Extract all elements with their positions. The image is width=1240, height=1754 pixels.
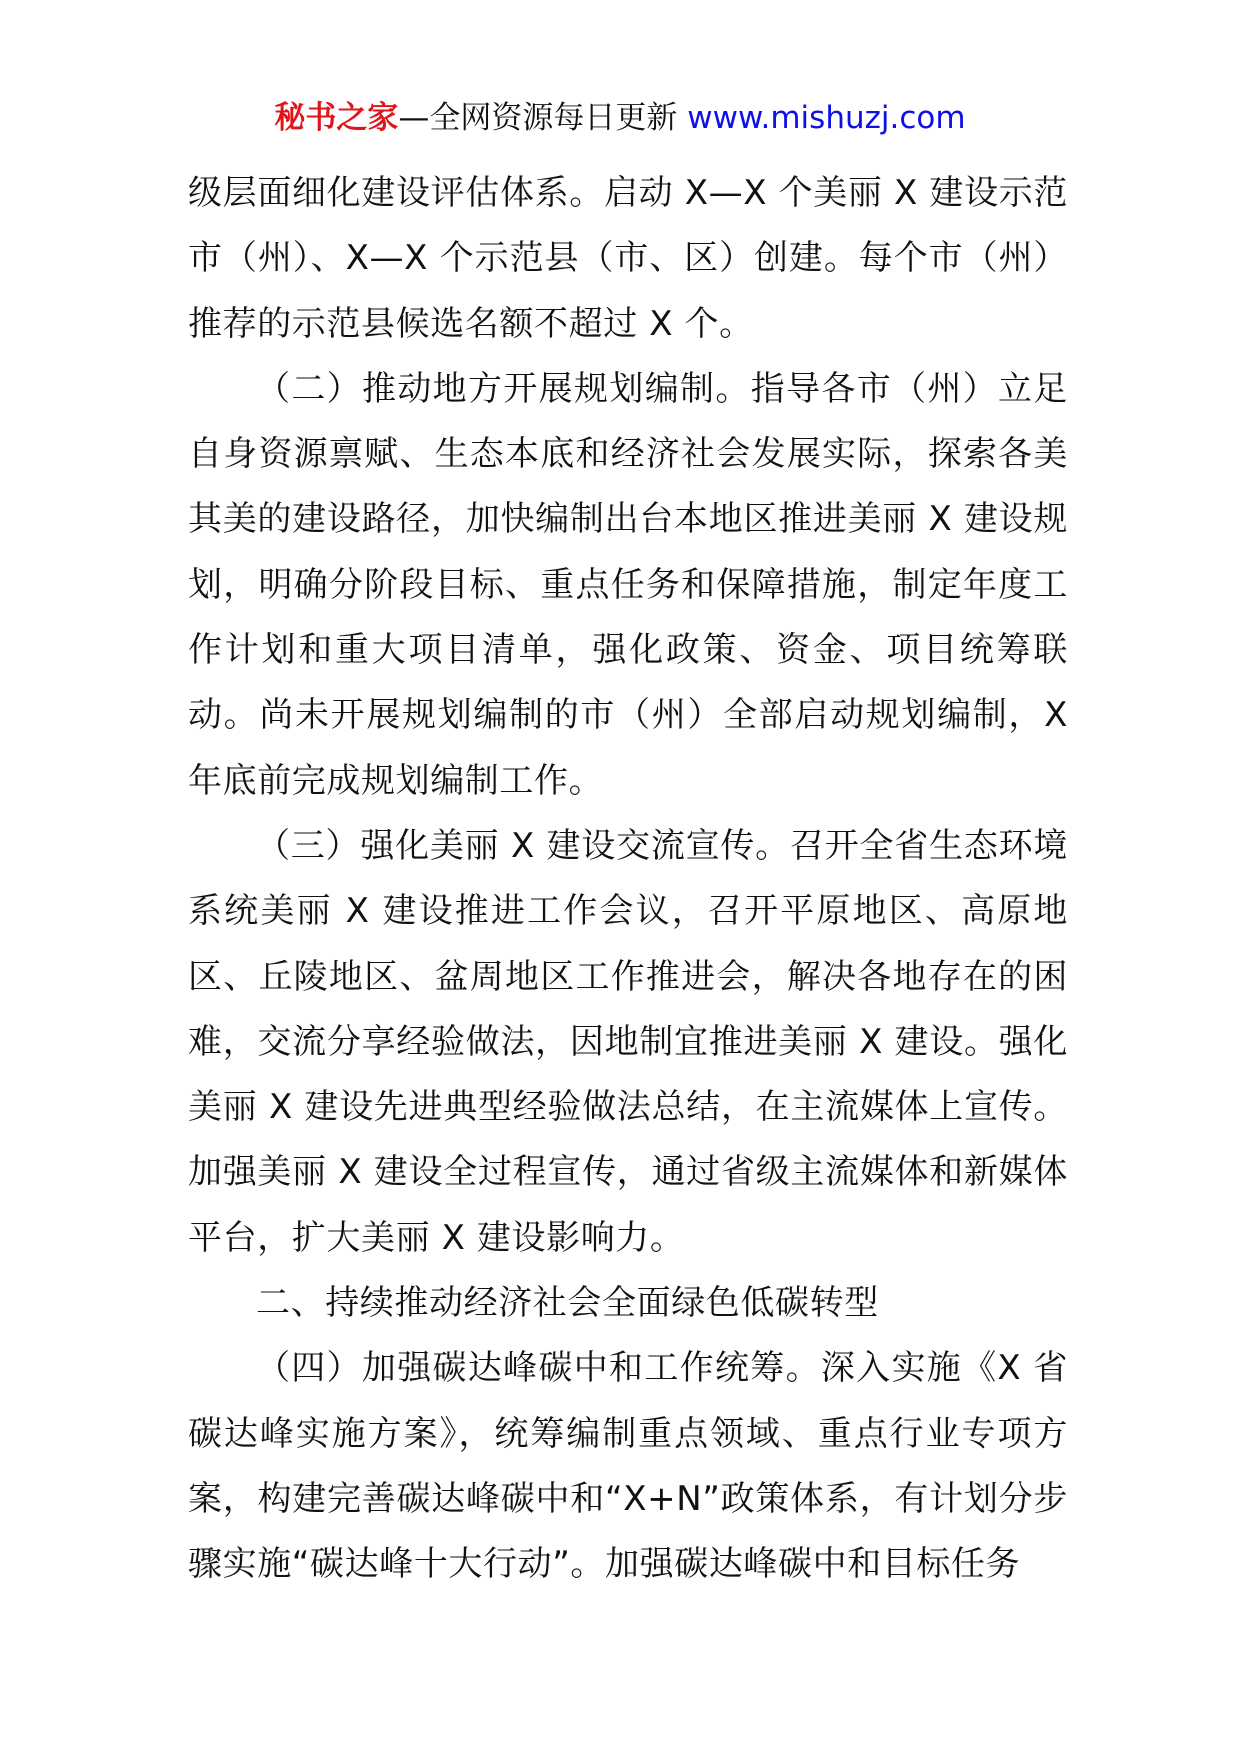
header-tagline: —全网资源每日更新 (398, 100, 678, 136)
brand-name: 秘书之家 (274, 100, 399, 136)
paragraph-continuation: 级层面细化建设评估体系。启动 X—X 个美丽 X 建设示范市（州）、X—X 个示范县（市、区）创建。每个市（州）推荐的示范县候选名额不超过 X 个。 (188, 173, 1068, 344)
paragraph-section-2: （二）推动地方开展规划编制。指导各市（州）立足自身资源禀赋、生态本底和经济社会发展实际，探索各美其美的建设路径，加快编制出台本地区推进美丽 X 建设规划，明确分阶段目标、重点任务和保障措施，制定年度工作计划和重大项目清单，强化政策、资金、项目统筹联动。尚未开展规划编制的市（州）全部启动规划编制，X 年底前完成规划编制工作。 (188, 368, 1068, 801)
paragraph-section-4: （四）加强碳达峰碳中和工作统筹。深入实施《X 省碳达峰实施方案》，统筹编制重点领域、重点行业专项方案，构建完善碳达峰碳中和“X+N”政策体系，有计划分步骤实施“碳达峰十大行动”。加强碳达峰碳中和目标任务 (188, 1348, 1068, 1585)
document-body (188, 161, 1068, 1598)
section-heading: 二、持续推动经济社会全面绿色低碳转型 (256, 1283, 879, 1324)
paragraph-section-3: （三）强化美丽 X 建设交流宣传。召开全省生态环境系统美丽 X 建设推进工作会议，召开平原地区、高原地区、丘陵地区、盆周地区工作推进会，解决各地存在的困难，交流分享经验做法，因地制宜推进美丽 X 建设。强化美丽 X 建设先进典型经验做法总结，在主流媒体上宣传。加强美丽 X 建设全过程宣传，通过省级主流媒体和新媒体平台，扩大美丽 X 建设影响力。 (188, 825, 1068, 1258)
website-link[interactable]: www.mishuzj.com (687, 100, 966, 136)
watermark-header (0, 98, 1240, 138)
